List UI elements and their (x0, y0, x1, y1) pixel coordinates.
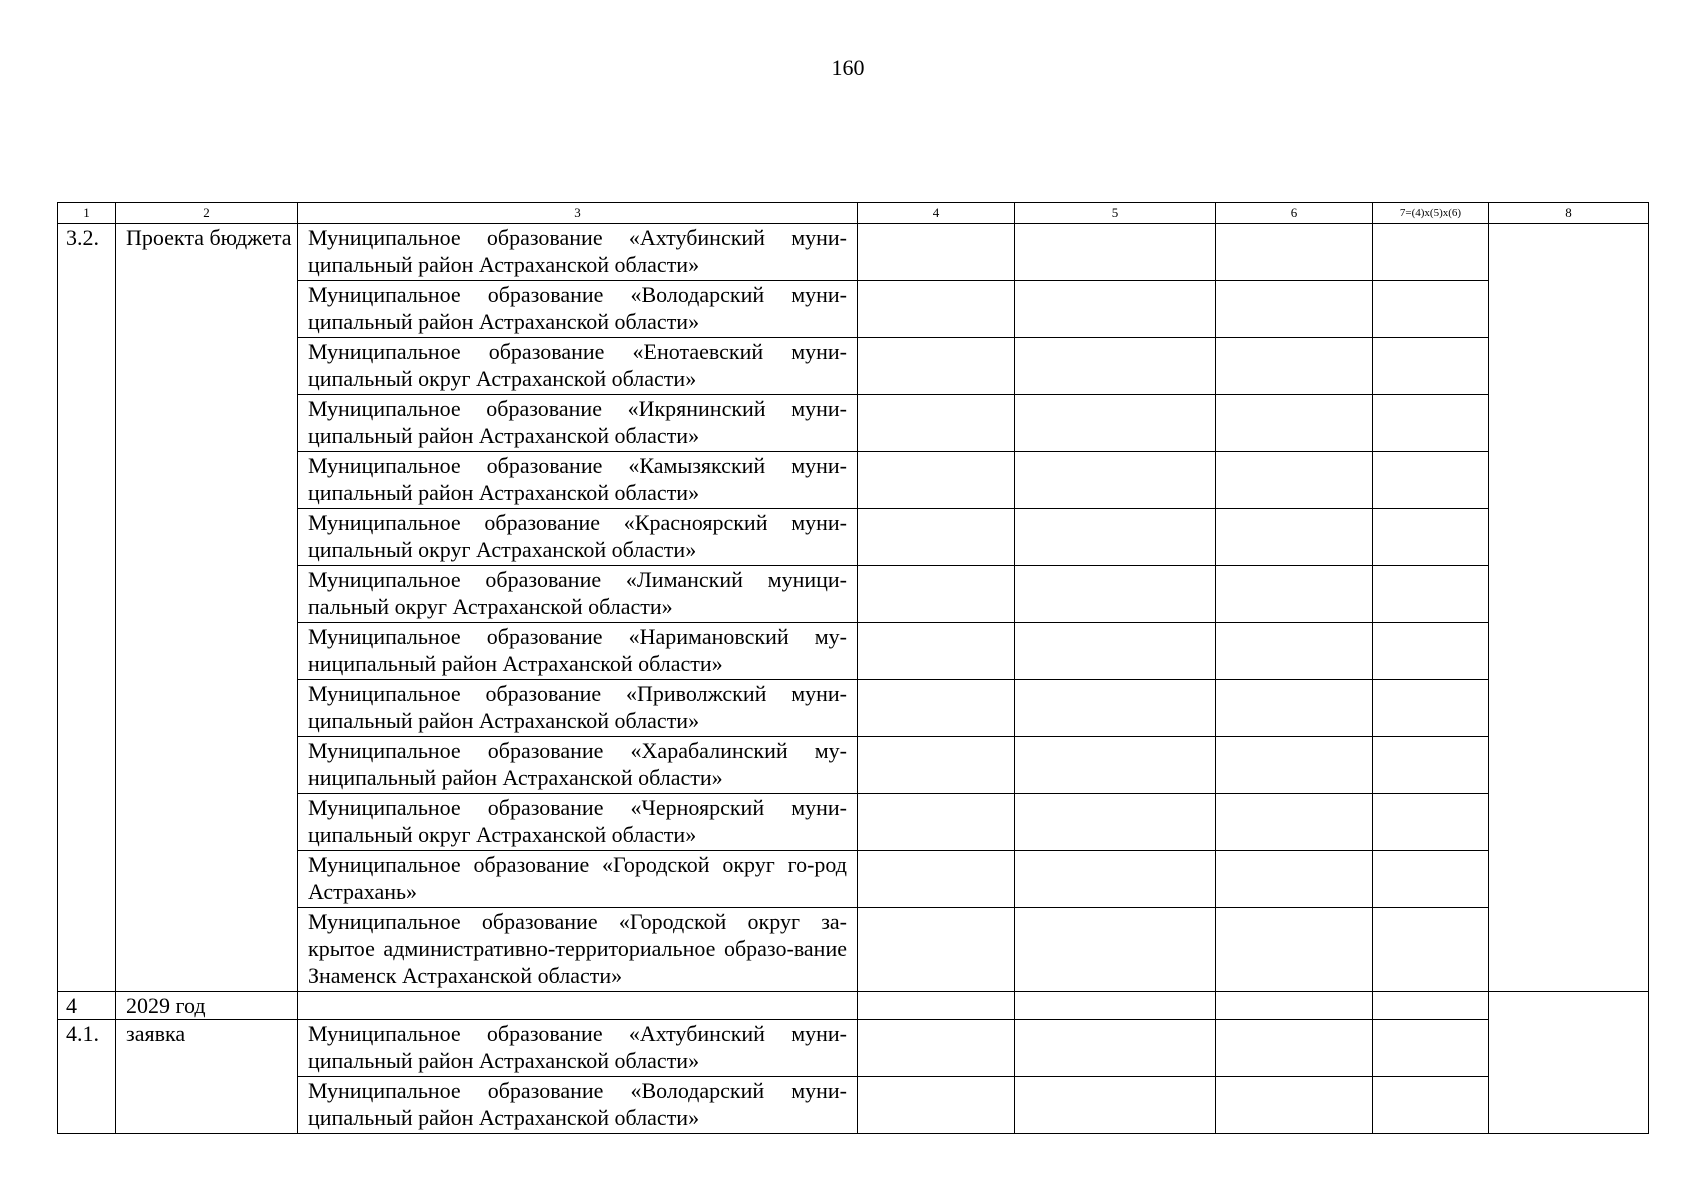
value-cell (1015, 851, 1216, 908)
value-cell (1216, 1020, 1373, 1077)
page-number: 160 (831, 55, 865, 80)
value-cell (1015, 992, 1216, 1020)
municipality-name: Муниципальное образование «Черноярский муни-ципальный округ Астраханской области» (298, 794, 858, 851)
municipality-name: Муниципальное образование «Красноярский муни-ципальный округ Астраханской области» (298, 509, 858, 566)
section-number: 4 (58, 992, 116, 1020)
municipality-name: Муниципальное образование «Городской округ го-род Астрахань» (298, 851, 858, 908)
value-cell (1015, 281, 1216, 338)
value-cell (1015, 395, 1216, 452)
value-cell (1015, 908, 1216, 992)
value-cell (858, 224, 1015, 281)
value-cell (858, 509, 1015, 566)
header-col-1: 1 (58, 203, 116, 224)
value-cell (1216, 452, 1373, 509)
header-col-6: 6 (1216, 203, 1373, 224)
value-cell (1015, 680, 1216, 737)
value-cell (858, 395, 1015, 452)
municipality-name: Муниципальное образование «Енотаевский муни-ципальный округ Астраханской области» (298, 338, 858, 395)
municipality-name: Муниципальное образование «Наримановский му-ниципальный район Астраханской области» (298, 623, 858, 680)
header-col-7: 7=(4)x(5)x(6) (1373, 203, 1489, 224)
value-cell (1216, 338, 1373, 395)
table-row (58, 992, 1649, 1020)
value-cell (858, 908, 1015, 992)
value-cell (1373, 338, 1489, 395)
value-cell (1216, 1077, 1373, 1134)
value-cell (1216, 851, 1373, 908)
value-cell (1216, 794, 1373, 851)
header-col-5: 5 (1015, 203, 1216, 224)
section-label: Проекта бюджета (116, 224, 298, 992)
municipality-name: Муниципальное образование «Ахтубинский муни-ципальный район Астраханской области» (298, 224, 858, 281)
value-cell (1216, 224, 1373, 281)
value-cell (1373, 452, 1489, 509)
header-col-4: 4 (858, 203, 1015, 224)
value-cell (1373, 851, 1489, 908)
value-cell (1015, 1020, 1216, 1077)
value-cell (858, 1077, 1015, 1134)
value-cell (1216, 509, 1373, 566)
municipality-name: Муниципальное образование «Камызякский муни-ципальный район Астраханской области» (298, 452, 858, 509)
value-cell (1216, 281, 1373, 338)
municipality-name: Муниципальное образование «Городской округ за-крытое административно-территориальное образо-вание Знаменск Астраханской области» (298, 908, 858, 992)
value-cell (1373, 395, 1489, 452)
value-cell (858, 992, 1015, 1020)
value-cell (1373, 1020, 1489, 1077)
value-cell (1015, 737, 1216, 794)
value-cell (1373, 737, 1489, 794)
value-cell (1015, 794, 1216, 851)
value-cell (858, 566, 1015, 623)
value-cell (1015, 452, 1216, 509)
value-cell (858, 794, 1015, 851)
value-cell (858, 452, 1015, 509)
value-cell (1373, 1077, 1489, 1134)
value-cell (1373, 281, 1489, 338)
value-cell (1373, 680, 1489, 737)
municipality-name: Муниципальное образование «Икрянинский муни-ципальный район Астраханской области» (298, 395, 858, 452)
municipality-name: Муниципальное образование «Лиманский муници-пальный округ Астраханской области» (298, 566, 858, 623)
value-cell (858, 623, 1015, 680)
header-col-8: 8 (1489, 203, 1649, 224)
value-cell (1216, 737, 1373, 794)
value-cell (858, 680, 1015, 737)
notes-cell (1489, 224, 1649, 992)
municipality-name: Муниципальное образование «Харабалинский му-ниципальный район Астраханской области» (298, 737, 858, 794)
value-cell (858, 338, 1015, 395)
value-cell (1373, 992, 1489, 1020)
value-cell (1015, 509, 1216, 566)
value-cell (858, 1020, 1015, 1077)
header-col-3: 3 (298, 203, 858, 224)
header-col-2: 2 (116, 203, 298, 224)
municipality-name: Муниципальное образование «Володарский муни-ципальный район Астраханской области» (298, 281, 858, 338)
value-cell (858, 281, 1015, 338)
value-cell (1216, 908, 1373, 992)
value-cell (1373, 623, 1489, 680)
value-cell (1015, 1077, 1216, 1134)
value-cell (1015, 338, 1216, 395)
section-label: заявка (116, 1020, 298, 1134)
value-cell (1015, 224, 1216, 281)
value-cell (1216, 623, 1373, 680)
section-number: 3.2. (58, 224, 116, 992)
table-row (58, 1020, 1649, 1077)
value-cell (1216, 992, 1373, 1020)
value-cell (1373, 509, 1489, 566)
value-cell (858, 851, 1015, 908)
municipality-name: Муниципальное образование «Володарский муни-ципальный район Астраханской области» (298, 1077, 858, 1134)
value-cell (1216, 566, 1373, 623)
value-cell (858, 737, 1015, 794)
value-cell (1373, 224, 1489, 281)
value-cell (1373, 908, 1489, 992)
header-row (58, 203, 1649, 224)
budget-table (57, 202, 1649, 1134)
municipality-name: Муниципальное образование «Приволжский муни-ципальный район Астраханской области» (298, 680, 858, 737)
value-cell (1015, 623, 1216, 680)
value-cell (1015, 566, 1216, 623)
value-cell (1373, 794, 1489, 851)
section-label: 2029 год (116, 992, 298, 1020)
section-number: 4.1. (58, 1020, 116, 1134)
table-row (58, 224, 1649, 281)
value-cell (1373, 566, 1489, 623)
value-cell (1216, 395, 1373, 452)
value-cell (1216, 680, 1373, 737)
municipality-name: Муниципальное образование «Ахтубинский муни-ципальный район Астраханской области» (298, 1020, 858, 1077)
notes-cell (1489, 992, 1649, 1134)
empty-cell (298, 992, 858, 1020)
